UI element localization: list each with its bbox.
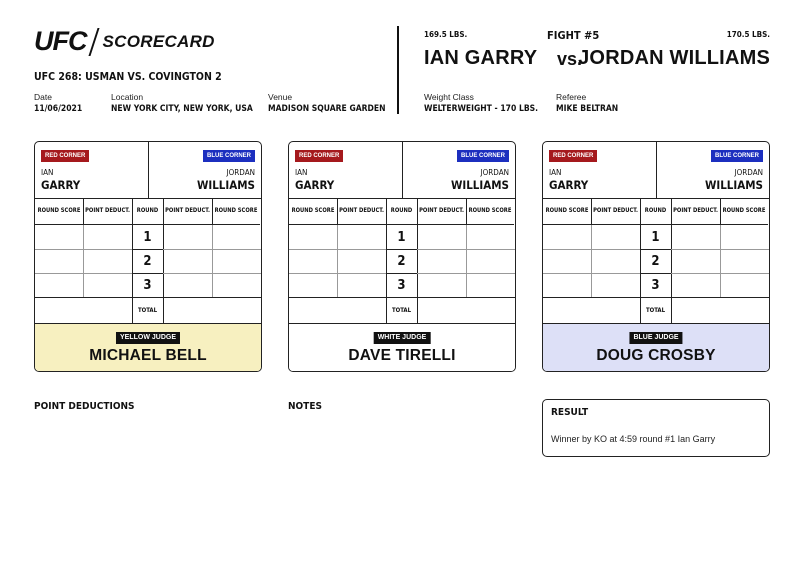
blue-corner-badge: BLUE CORNER (203, 150, 255, 162)
grid-line (337, 225, 338, 298)
red-last-name: GARRY (41, 178, 81, 192)
weight-class-value: WELTERWEIGHT - 170 LBS. (424, 104, 539, 114)
judge-name: MICHAEL BELL (89, 347, 207, 364)
red-round-score-header: ROUND SCORE (35, 199, 83, 225)
vs-label: vs. (557, 49, 583, 69)
blue-weight: 170.5 LBS. (726, 30, 770, 39)
grid-line (132, 249, 163, 250)
grid-line (289, 297, 515, 298)
blue-point-deduct-header: POINT DEDUCT. (671, 199, 720, 225)
judge-area (35, 323, 261, 372)
grid-line (543, 249, 640, 250)
judge-scorecard-3 (542, 141, 770, 372)
result-box (542, 399, 770, 457)
blue-round-score-header: ROUND SCORE (466, 199, 514, 225)
corner-header (35, 142, 261, 199)
red-fighter-name: IAN GARRY (424, 47, 538, 69)
grid-line (466, 225, 467, 298)
round-number: 3 (651, 278, 660, 293)
blue-corner-name (705, 167, 763, 191)
blue-point-deduct-header: POINT DEDUCT. (417, 199, 466, 225)
judge-name: DOUG CROSBY (596, 347, 716, 364)
grid-line (83, 199, 84, 225)
judge-badge: BLUE JUDGE (629, 332, 682, 344)
round-header: ROUND (640, 199, 671, 225)
judge-scorecard-2 (288, 141, 516, 372)
red-point-deduct-header: POINT DEDUCT. (591, 199, 640, 225)
grid-line (671, 273, 770, 274)
judge-scorecard-1 (34, 141, 262, 372)
red-corner-badge: RED CORNER (295, 150, 343, 162)
round-header: ROUND (132, 199, 163, 225)
blue-fighter-name: JORDAN WILLIAMS (578, 47, 770, 69)
venue-value: MADISON SQUARE GARDEN (268, 104, 386, 114)
judge-badge: WHITE JUDGE (374, 332, 431, 344)
grid-line (386, 249, 417, 250)
red-round-score-header: ROUND SCORE (543, 199, 591, 225)
venue-label: Venue (268, 92, 293, 102)
event-name: UFC 268: USMAN VS. COVINGTON 2 (34, 71, 222, 83)
judge-name: DAVE TIRELLI (348, 347, 456, 364)
grid-line (212, 225, 213, 298)
date-label: Date (34, 92, 52, 102)
grid-line (212, 199, 213, 225)
grid-line (720, 199, 721, 225)
total-label: TOTAL (137, 307, 158, 314)
red-corner-name (295, 167, 334, 191)
grid-line (417, 249, 516, 250)
grid-line (417, 273, 516, 274)
grid-line (163, 199, 164, 323)
grid-line (35, 273, 132, 274)
scorecard-title: SCORECARD (102, 31, 215, 51)
date-value: 11/06/2021 (34, 104, 83, 114)
red-corner-badge: RED CORNER (549, 150, 597, 162)
red-last-name: GARRY (549, 178, 589, 192)
red-corner-name (549, 167, 588, 191)
grid-line (35, 297, 261, 298)
notes-title: NOTES (288, 401, 322, 412)
grid-line (466, 199, 467, 225)
blue-last-name: WILLIAMS (704, 178, 763, 192)
total-label: TOTAL (645, 307, 666, 314)
red-corner-badge: RED CORNER (41, 150, 89, 162)
blue-corner-name (197, 167, 255, 191)
ufc-brand: UFC (34, 26, 87, 56)
point-deductions-title: POINT DEDUCTIONS (34, 401, 135, 412)
location-value: NEW YORK CITY, NEW YORK, USA (111, 104, 253, 114)
grid-line (132, 273, 163, 274)
grid-line (671, 249, 770, 250)
grid-line (640, 249, 671, 250)
grid-line (591, 199, 592, 225)
red-first-name: IAN (295, 168, 308, 177)
location-label: Location (111, 92, 144, 102)
red-first-name: IAN (549, 168, 562, 177)
blue-corner-badge: BLUE CORNER (457, 150, 509, 162)
round-number: 2 (143, 254, 152, 269)
referee-label: Referee (556, 92, 587, 102)
round-header: ROUND (386, 199, 417, 225)
corner-header (543, 142, 769, 199)
logo-divider (88, 28, 99, 56)
blue-last-name: WILLIAMS (196, 178, 255, 192)
grid-line (543, 297, 769, 298)
grid-line (35, 249, 132, 250)
round-number: 2 (651, 254, 660, 269)
judge-area (289, 323, 515, 372)
corner-divider (656, 142, 657, 199)
blue-first-name: JORDAN (480, 168, 509, 177)
red-point-deduct-header: POINT DEDUCT. (337, 199, 386, 225)
grid-line (289, 273, 386, 274)
red-round-score-header: ROUND SCORE (289, 199, 337, 225)
weight-class-label: Weight Class (424, 92, 474, 102)
blue-corner-badge: BLUE CORNER (711, 150, 763, 162)
blue-first-name: JORDAN (734, 168, 763, 177)
corner-divider (402, 142, 403, 199)
red-corner-name (41, 167, 80, 191)
round-number: 2 (397, 254, 406, 269)
blue-corner-name (451, 167, 509, 191)
red-point-deduct-header: POINT DEDUCT. (83, 199, 132, 225)
grid-line (720, 225, 721, 298)
referee-value: MIKE BELTRAN (556, 104, 619, 114)
grid-line (386, 273, 417, 274)
blue-first-name: JORDAN (226, 168, 255, 177)
round-number: 1 (143, 230, 152, 245)
grid-line (337, 199, 338, 225)
judge-badge: YELLOW JUDGE (116, 332, 180, 344)
corner-divider (148, 142, 149, 199)
result-title: RESULT (551, 407, 589, 418)
red-last-name: GARRY (295, 178, 335, 192)
round-number: 1 (651, 230, 660, 245)
corner-header (289, 142, 515, 199)
grid-line (640, 273, 671, 274)
result-text: Winner by KO at 4:59 round #1 Ian Garry (551, 434, 716, 444)
grid-line (417, 199, 418, 323)
blue-point-deduct-header: POINT DEDUCT. (163, 199, 212, 225)
total-label: TOTAL (391, 307, 412, 314)
judge-area (543, 323, 769, 372)
ufc-logo (34, 26, 215, 57)
grid-line (289, 249, 386, 250)
grid-line (671, 199, 672, 323)
grid-line (591, 225, 592, 298)
grid-line (83, 225, 84, 298)
round-number: 3 (143, 278, 152, 293)
red-first-name: IAN (41, 168, 54, 177)
grid-line (163, 273, 262, 274)
grid-line (163, 249, 262, 250)
blue-round-score-header: ROUND SCORE (212, 199, 260, 225)
grid-line (543, 273, 640, 274)
round-number: 1 (397, 230, 406, 245)
red-weight: 169.5 LBS. (424, 30, 468, 39)
blue-last-name: WILLIAMS (450, 178, 509, 192)
header-divider (397, 26, 399, 114)
round-number: 3 (397, 278, 406, 293)
blue-round-score-header: ROUND SCORE (720, 199, 768, 225)
fight-number: FIGHT #5 (547, 29, 600, 42)
